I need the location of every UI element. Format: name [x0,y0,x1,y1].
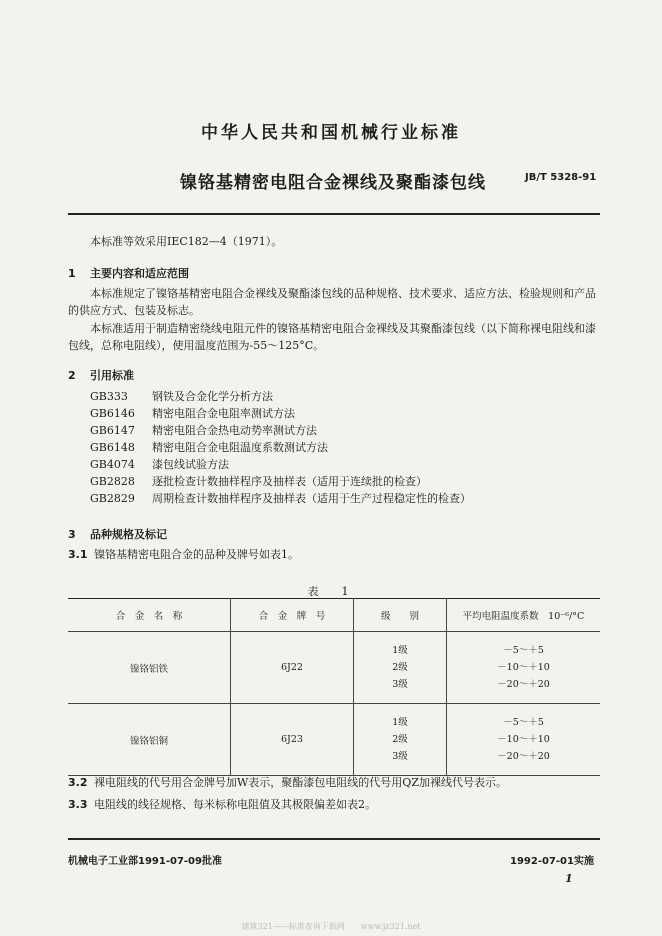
reference-code: GB2829 [90,492,135,505]
reference-title: 精密电阻合金电阻温度系数测试方法 [152,441,328,454]
section-2-heading [68,367,134,383]
section-1-heading [68,265,189,281]
level-cell [354,704,447,776]
table-row [68,632,600,704]
coefficient-value: －20～＋20 [497,678,550,690]
standard-code: JB/T 5328-91 [525,172,597,183]
reference-title: 钢铁及合金化学分析方法 [152,390,273,403]
level-value: 3级 [392,750,408,762]
alloy-grade-cell: 6J22 [231,632,354,704]
reference-item [90,439,328,456]
level-value: 2级 [392,733,408,745]
section-number: 3 [68,528,76,541]
coefficient-cell [447,632,601,704]
clause-3-3 [68,796,600,813]
reference-item [90,405,295,422]
reference-item [90,490,471,507]
coefficient-value: －10～＋10 [497,733,550,745]
section-title: 主要内容和适应范围 [90,267,189,280]
clause-3-2 [68,774,600,791]
level-value: 2级 [392,661,408,673]
alloy-table [68,598,600,776]
clause-text: 镍铬基精密电阻合金的品种及牌号如表1。 [94,548,299,561]
reference-title: 周期检查计数抽样程序及抽样表（适用于生产过程稳定性的检查） [152,492,471,505]
reference-item [90,456,229,473]
document-title: 镍铬基精密电阻合金裸线及聚酯漆包线 [180,173,486,193]
clause-number: 3.2 [68,776,88,789]
table-caption: 表 1 [307,585,355,598]
reference-title: 逐批检查计数抽样程序及抽样表（适用于连续批的检查） [152,475,427,488]
footer-rule [68,838,600,840]
reference-item [90,422,317,439]
approval-date: 机械电子工业部1991-07-09批准 [68,856,222,867]
section-number: 2 [68,369,76,382]
page-number: 1 [565,872,573,885]
coefficient-value: －20～＋20 [497,750,550,762]
table-header-cell: 合 金 名 称 [68,599,231,632]
watermark: 建筑321——标准查询下载网 www.jz321.net [241,922,421,931]
section-1-paragraph: 本标准适用于制造精密绕线电阻元件的镍铬基精密电阻合金裸线及其聚酯漆包线（以下简称裸电阻线和漆包线，总称电阻线），使用温度范围为-55～125°C。 [68,322,596,352]
table-header-cell: 平均电阻温度系数 10⁻⁶/°C [447,599,601,632]
section-1-paragraph: 本标准规定了镍铬基精密电阻合金裸线及聚酯漆包线的品种规格、技术要求、适应方法、检验规则和产品的供应方式、包装及标志。 [68,287,596,317]
coefficient-value: －5～＋5 [503,716,544,728]
reference-code: GB333 [90,390,128,403]
coefficient-value: －5～＋5 [503,644,544,656]
alloy-grade-cell: 6J23 [231,704,354,776]
coefficient-value: －10～＋10 [497,661,550,673]
section-title: 品种规格及标记 [90,528,167,541]
section-number: 1 [68,267,76,280]
alloy-name-cell: 镍铬铝铜 [68,704,231,776]
alloy-name-cell: 镍铬铝铁 [68,632,231,704]
clause-number: 3.3 [68,798,88,811]
clause-text: 裸电阻线的代号用合金牌号加W表示，聚酯漆包电阻线的代号用QZ加裸线代号表示。 [94,776,507,789]
reference-code: GB6147 [90,424,135,437]
table-header-row [68,599,600,632]
section-3-heading [68,526,167,542]
table-header-cell: 级 别 [354,599,447,632]
level-cell [354,632,447,704]
reference-code: GB4074 [90,458,135,471]
coefficient-cell [447,704,601,776]
reference-code: GB6148 [90,441,135,454]
clause-3-1 [68,546,600,563]
clause-text: 电阻线的线径规格、每米标称电阻值及其极限偏差如表2。 [94,798,376,811]
reference-item [90,473,427,490]
clause-number: 3.1 [68,548,88,561]
section-title: 引用标准 [90,369,134,382]
reference-title: 精密电阻合金热电动势率测试方法 [152,424,317,437]
intro-text: 本标准等效采用IEC182—4（1971）。 [90,235,283,248]
effective-date: 1992-07-01实施 [510,856,594,867]
standard-title: 中华人民共和国机械行业标准 [201,123,461,143]
level-value: 1级 [392,644,408,656]
table-row [68,704,600,776]
table-header-cell: 合 金 牌 号 [231,599,354,632]
reference-title: 漆包线试验方法 [152,458,229,471]
reference-code: GB2828 [90,475,135,488]
level-value: 1级 [392,716,408,728]
header-rule [68,213,600,215]
reference-code: GB6146 [90,407,135,420]
level-value: 3级 [392,678,408,690]
reference-item [90,388,273,405]
reference-title: 精密电阻合金电阻率测试方法 [152,407,295,420]
